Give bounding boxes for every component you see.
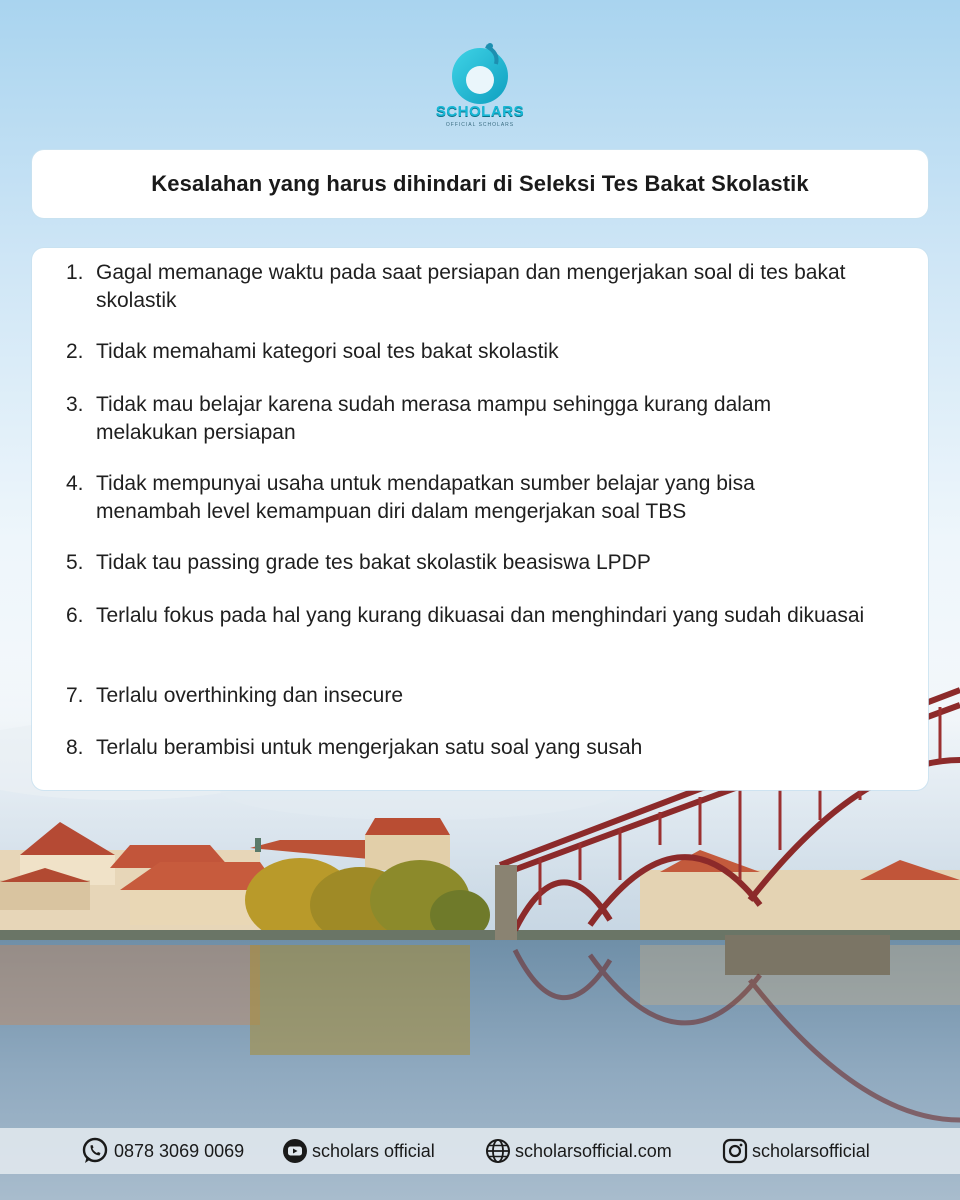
instagram-contact[interactable] (722, 1128, 870, 1174)
phone-contact[interactable] (80, 1128, 244, 1174)
contact-footer (0, 1128, 960, 1174)
list-item (66, 602, 906, 630)
list-item-number: 5. (66, 551, 84, 574)
brand-tagline: OFFICIAL SCHOLARS (445, 122, 515, 128)
instagram-handle: scholarsofficial (752, 1140, 870, 1161)
instagram-icon (722, 1138, 748, 1164)
list-item-text: Tidak mempunyai usaha untuk mendapatkan sumber belajar yang bisa menambah level kemampuan diri dalam mengerjakan soal TBS (96, 472, 755, 523)
list-item (66, 734, 906, 762)
list-item-text: Terlalu fokus pada hal yang kurang dikuasai dan menghindari yang sudah dikuasai (96, 604, 865, 627)
list-item-number: 7. (66, 684, 84, 707)
list-item (66, 391, 906, 447)
list-item-number: 4. (66, 472, 84, 495)
list-item-number: 6. (66, 604, 84, 627)
website-contact[interactable] (485, 1128, 672, 1174)
list-item (66, 470, 906, 526)
list-item-text: Tidak memahami kategori soal tes bakat skolastik (96, 340, 559, 363)
title-card (32, 150, 928, 218)
brand-name: SCHOLARS (435, 103, 525, 120)
page-title: Kesalahan yang harus dihindari di Seleksi Tes Bakat Skolastik (151, 171, 809, 196)
youtube-icon (282, 1138, 308, 1164)
list-item-text: Terlalu overthinking dan insecure (96, 684, 404, 707)
list-item-number: 8. (66, 736, 84, 759)
list-item-text: Tidak tau passing grade tes bakat skolastik beasiswa LPDP (96, 551, 651, 574)
list-item-text: Tidak mau belajar karena sudah merasa mampu sehingga kurang dalam melakukan persiapan (96, 393, 772, 444)
youtube-channel: scholars official (312, 1140, 435, 1161)
globe-icon (485, 1138, 511, 1164)
list-item (66, 549, 906, 577)
website-url: scholarsofficial.com (515, 1140, 672, 1161)
list-item-text: Gagal memanage waktu pada saat persiapan dan mengerjakan soal di tes bakat skolastik (96, 261, 846, 312)
phone-number: 0878 3069 0069 (114, 1140, 245, 1161)
list-item-number: 1. (66, 261, 84, 284)
list-item-text: Terlalu berambisi untuk mengerjakan satu soal yang susah (96, 736, 643, 759)
list-item (66, 259, 906, 315)
list-item-number: 3. (66, 393, 84, 416)
list-item (66, 682, 906, 710)
youtube-contact[interactable] (282, 1128, 435, 1174)
list-item (66, 338, 906, 366)
list-item-number: 2. (66, 340, 84, 363)
mistakes-list (32, 248, 928, 790)
whatsapp-icon (80, 1136, 110, 1166)
